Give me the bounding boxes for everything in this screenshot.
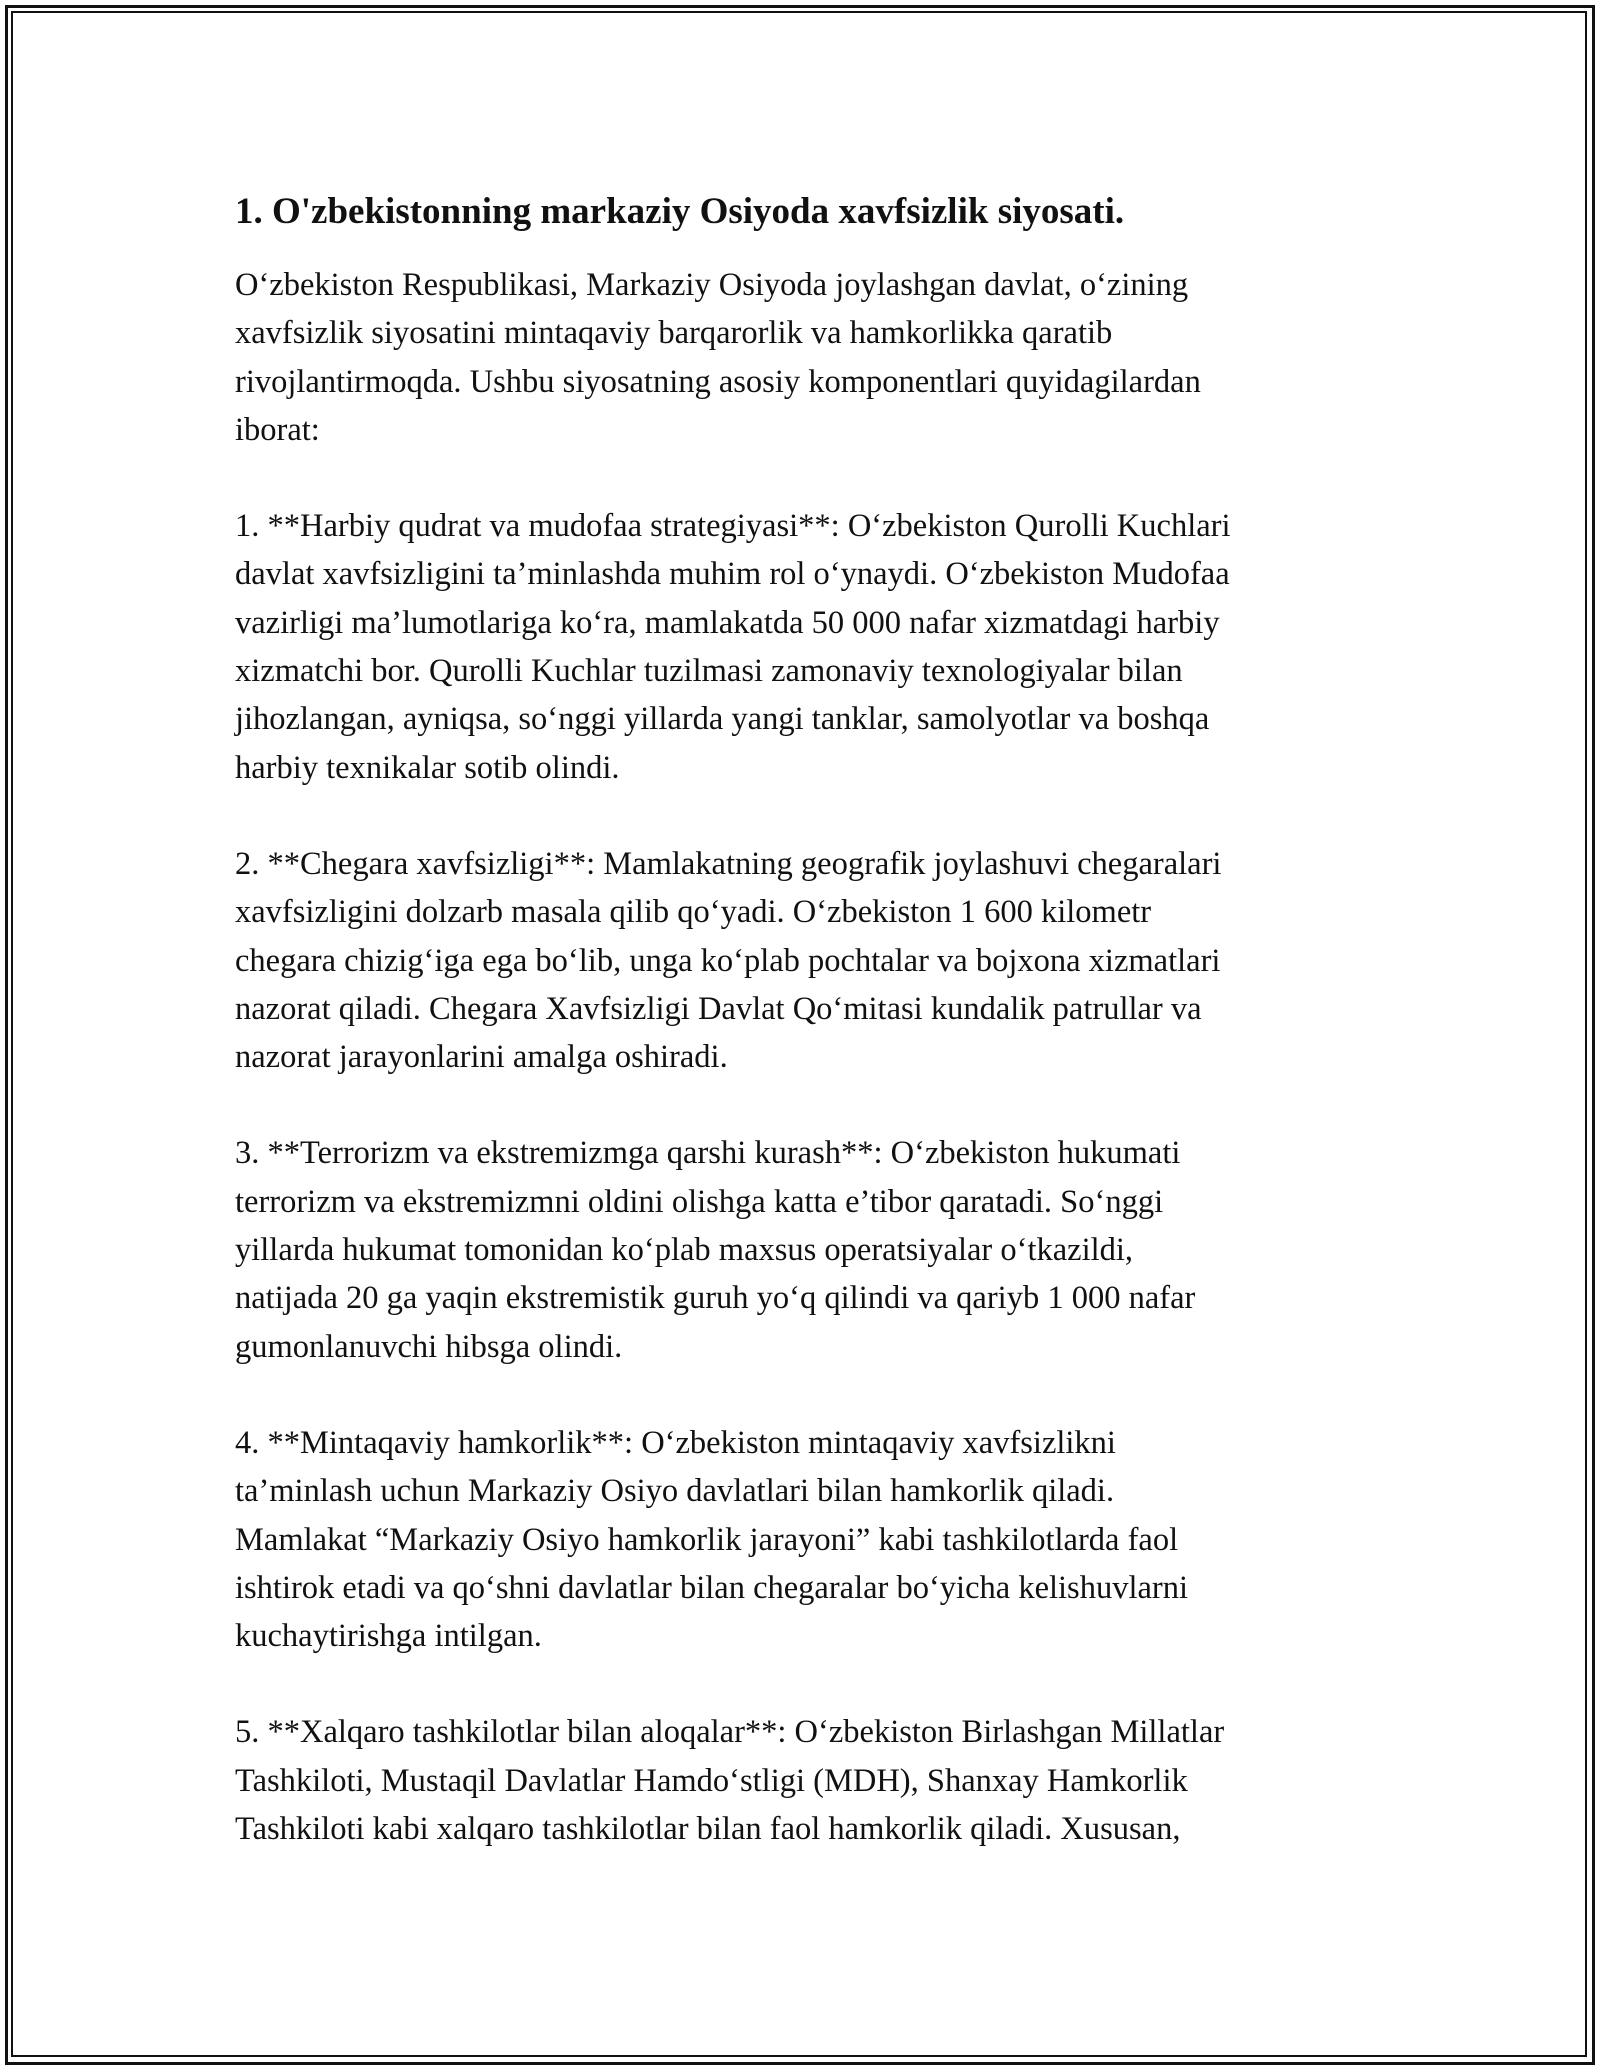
text-line: 4. **Mintaqaviy hamkorlik**: O‘zbekiston mintaqaviy xavfsizlikni [235,1424,1116,1461]
text-line: harbiy texnikalar sotib olindi. [235,749,620,786]
text-line: ishtirok etadi va qo‘shni davlatlar bilan chegaralar bo‘yicha kelishuvlarni [235,1569,1189,1606]
text-line: ta’minlash uchun Markaziy Osiyo davlatlari bilan hamkorlik qiladi. [235,1473,1115,1510]
text-line: davlat xavfsizligini ta’minlashda muhim rol o‘ynaydi. O‘zbekiston Mudofaa [235,556,1230,593]
text-line: 1. **Harbiy qudrat va mudofaa strategiyasi**: O‘zbekiston Qurolli Kuchlari [235,508,1231,545]
text-line: Tashkiloti kabi xalqaro tashkilotlar bilan faol hamkorlik qiladi. Xususan, [235,1811,1181,1848]
text-line: gumonlanuvchi hibsga olindi. [235,1328,623,1365]
paragraph [235,1129,1385,1370]
text-line: nazorat jarayonlarini amalga oshiradi. [235,1039,728,1076]
paragraph [235,1419,1385,1660]
paragraph [235,502,1385,792]
paragraph [235,840,1385,1081]
text-line: yillarda hukumat tomonidan ko‘plab maxsus operatsiyalar o‘tkazildi, [235,1232,1134,1269]
text-line: Mamlakat “Markaziy Osiyo hamkorlik jarayoni” kabi tashkilotlarda faol [235,1521,1179,1558]
text-line: 2. **Chegara xavfsizligi**: Mamlakatning geografik joylashuvi chegaralari [235,845,1222,882]
text-line: 3. **Terrorizm va ekstremizmga qarshi kurash**: O‘zbekiston hukumati [235,1135,1181,1172]
text-line: vazirligi ma’lumotlariga ko‘ra, mamlakatda 50 000 nafar xizmatdagi harbiy [235,604,1220,641]
text-line: xavfsizligini dolzarb masala qilib qo‘yadi. O‘zbekiston 1 600 kilometr [235,894,1152,931]
text-line: 5. **Xalqaro tashkilotlar bilan aloqalar**: O‘zbekiston Birlashgan Millatlar [235,1714,1225,1751]
paragraph [235,261,1385,454]
document-body [235,261,1385,1853]
text-line: iborat: [235,411,320,448]
text-line: terrorizm va ekstremizmni oldini olishga katta e’tibor qaratadi. So‘nggi [235,1183,1164,1220]
text-line: O‘zbekiston Respublikasi, Markaziy Osiyoda joylashgan davlat, o‘zining [235,267,1189,303]
text-line: natijada 20 ga yaqin ekstremistik guruh yo‘q qilindi va qariyb 1 000 nafar [235,1280,1196,1317]
text-line: xavfsizlik siyosatini mintaqaviy barqarorlik va hamkorlikka qaratib [235,315,1113,352]
document-title: 1. O'zbekistonning markaziy Osiyoda xavfsizlik siyosati. [235,191,1125,232]
paragraph [235,1708,1385,1853]
text-line: rivojlantirmoqda. Ushbu siyosatning asosiy komponentlari quyidagilardan [235,363,1201,400]
text-line: nazorat qiladi. Chegara Xavfsizligi Davlat Qo‘mitasi kundalik patrullar va [235,990,1202,1027]
text-line: chegara chizig‘iga ega bo‘lib, unga ko‘plab pochtalar va bojxona xizmatlari [235,942,1221,979]
document-page [235,188,1385,1901]
text-line: Tashkiloti, Mustaqil Davlatlar Hamdo‘stligi (MDH), Shanxay Hamkorlik [235,1762,1188,1799]
text-line: jihozlangan, ayniqsa, so‘nggi yillarda yangi tanklar, samolyotlar va boshqa [235,701,1210,738]
text-line: xizmatchi bor. Qurolli Kuchlar tuzilmasi zamonaviy texnologiyalar bilan [235,653,1183,690]
text-line: kuchaytirishga intilgan. [235,1618,542,1655]
